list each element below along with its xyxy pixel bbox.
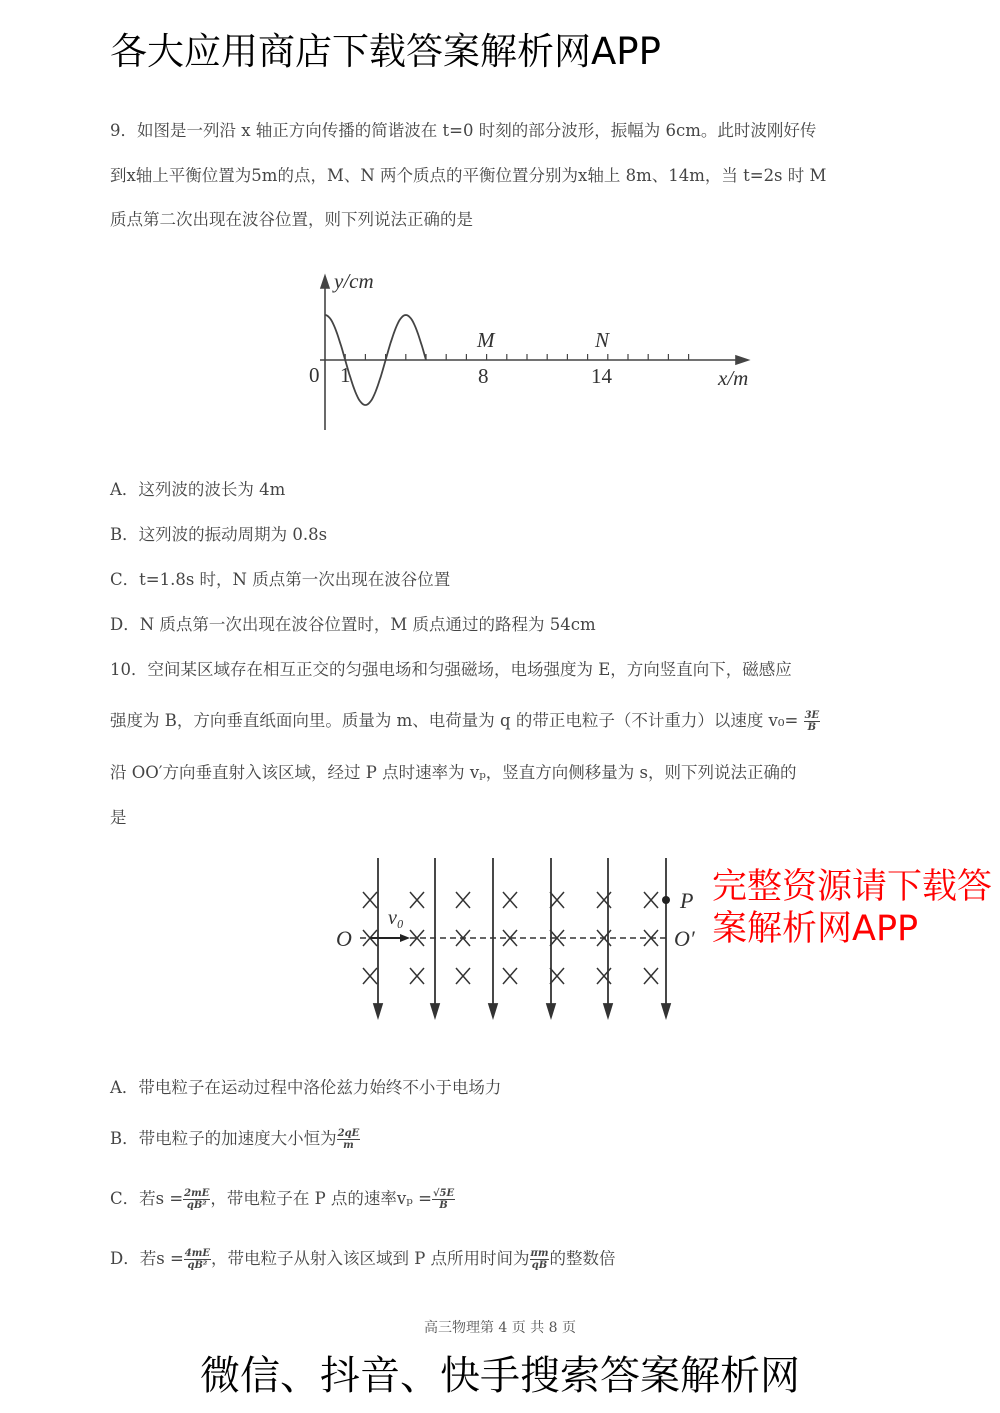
field-arrowhead [547,1004,555,1017]
watermark-center: 完整资源请下载答案解析网APP [712,867,993,949]
q10-option-a: A．带电粒子在运动过程中洛伦兹力始终不小于电场力 [110,1078,502,1097]
magnetic-field-cross-icon [410,892,424,908]
origin-label: 0 [309,363,320,387]
q9-option-a: A．这列波的波长为 4m [110,480,286,499]
q10-line-4: 是 [110,808,127,827]
q10-line-2 [110,710,820,733]
watermark-top-left: 各大应用商店下载答案解析网APP [110,30,661,73]
x-axis-arrow [736,356,748,364]
field-arrowhead [374,1004,382,1017]
tick-label-14: 14 [591,364,612,388]
tick-label-1: 1 [340,363,351,387]
point-n-label: N [595,328,610,352]
field-arrowhead [662,1004,670,1017]
magnetic-field-cross-icon [456,968,470,984]
magnetic-field-cross-icon [503,968,517,984]
point-o-prime-label: O′ [674,926,695,951]
field-arrowhead [431,1004,439,1017]
magnetic-field-cross-icon [550,968,564,984]
field-arrowhead [604,1004,612,1017]
x-axis-label: x/m [718,366,749,390]
tick-label-8: 8 [478,364,489,388]
q10-line-1: 10．空间某区域存在相互正交的匀强电场和匀强磁场，电场强度为 E，方向竖直向下，磁感应 [110,660,792,679]
point-o-label: O [336,926,352,951]
y-axis-label: y/cm [334,269,374,293]
q9-option-b: B．这列波的振动周期为 0.8s [110,525,328,544]
watermark-bottom-right: 微信、抖音、快手搜索答案解析网 [200,1353,800,1399]
point-p-dot [662,896,670,904]
y-axis-arrow [321,276,329,288]
v0-fraction: $\frac{3E}{B}$ [804,710,820,733]
q9-line-1: 9．如图是一列沿 x 轴正方向传播的简谐波在 t=0 时刻的部分波形，振幅为 6cm。此时波刚好传 [110,121,817,140]
magnetic-field-cross-icon [597,968,611,984]
q9-option-d: D．N 质点第一次出现在波谷位置时，M 质点通过的路程为 54cm [110,615,596,634]
q10-option-b: B．带电粒子的加速度大小恒为 $\frac{2qE}{m}$ [110,1128,360,1151]
q9-line-3: 质点第二次出现在波谷位置，则下列说法正确的是 [110,210,473,229]
field-arrowhead [489,1004,497,1017]
q10-option-c: C．若s = $\frac{2mE}{\text{qB²}}$ ，带电粒子在 P 点的速率vₚ = $\frac{√5E}{B}$ [110,1188,455,1211]
page-footer: 高三物理第 4 页 共 8 页 [423,1320,577,1336]
velocity-arrowhead [400,934,410,942]
q10-line-2-text: 强度为 B，方向垂直纸面向里。质量为 m、电荷量为 q 的带正电粒子（不计重力）以速度 v₀= [110,711,799,730]
magnetic-field-cross-icon [644,892,658,908]
magnetic-field-cross-icon [644,968,658,984]
magnetic-field-cross-icon [363,892,377,908]
point-m-label: M [477,328,495,352]
magnetic-field-cross-icon [597,892,611,908]
q10-line-3: 沿 OO′方向垂直射入该区域，经过 P 点时速率为 vₚ，竖直方向侧移量为 s，则下列说法正确的 [110,763,797,782]
point-p-label: P [680,888,694,913]
magnetic-field-cross-icon [363,968,377,984]
magnetic-field-cross-icon [456,892,470,908]
magnetic-field-cross-icon [410,968,424,984]
magnetic-field-cross-icon [503,892,517,908]
q9-option-c: C．t=1.8s 时，N 质点第一次出现在波谷位置 [110,570,451,589]
q9-line-2: 到x轴上平衡位置为5m的点，M、N 两个质点的平衡位置分别为x轴上 8m、14m，当 t=2s 时 M [110,166,827,185]
magnetic-field-cross-icon [550,892,564,908]
v0-label: v₀ [388,907,404,929]
q10-option-d: D．若s = $\frac{4mE}{\text{qB²}}$ ，带电粒子从射入该区域到 P 点所用时间为 $\frac{\pi m}{qB}$ 的整数倍 [110,1248,616,1271]
